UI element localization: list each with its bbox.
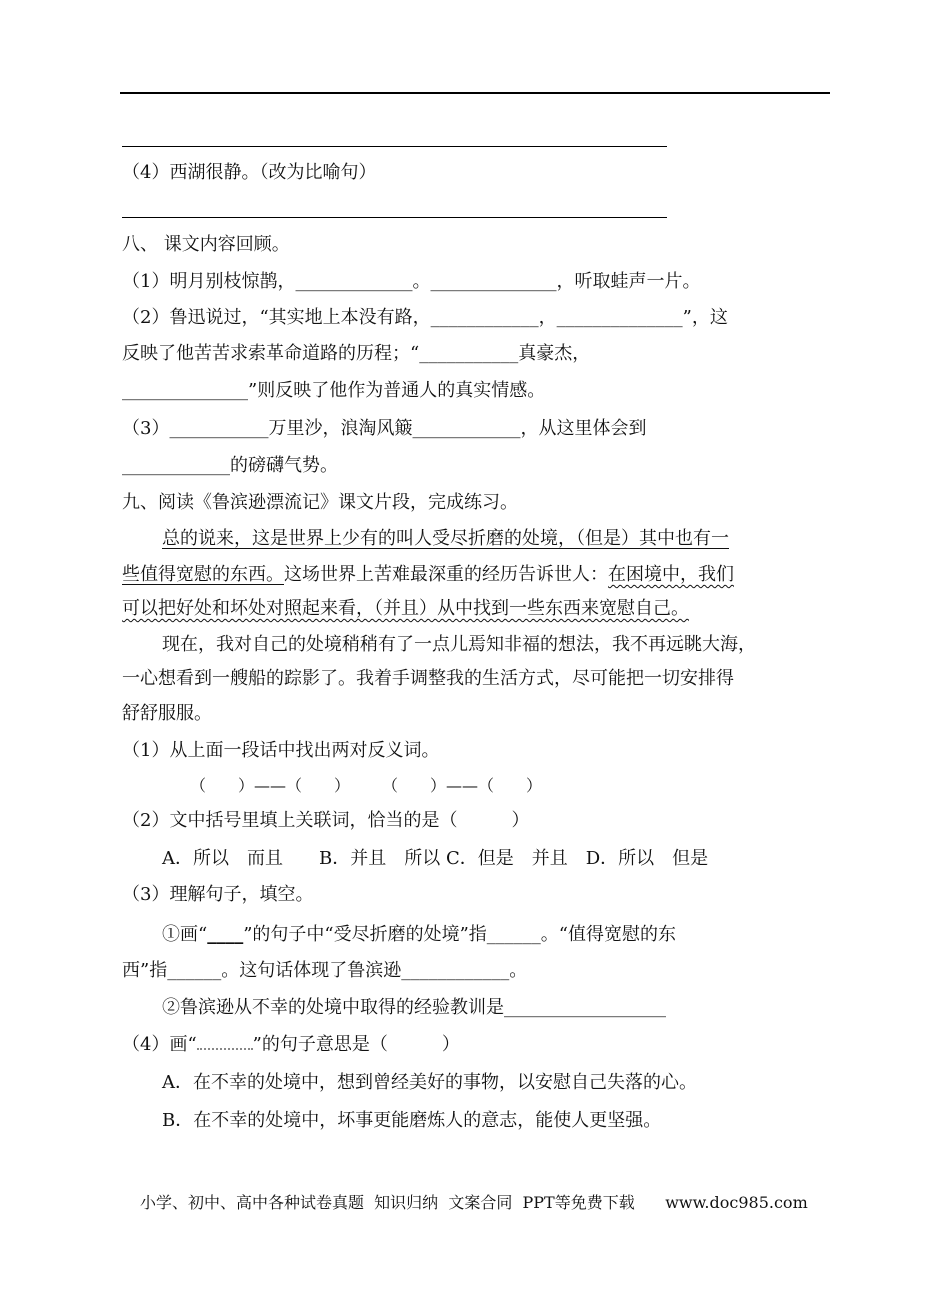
wavy-sentence-part-1: 在困境中，我们 bbox=[608, 564, 734, 585]
question-4-option-b: B．在不幸的处境中，坏事更能磨炼人的意志，能使人更坚强。 bbox=[162, 1110, 662, 1131]
q4-suffix: ”的句子意思是（ ） bbox=[252, 1034, 460, 1055]
section-8-title: 八、 课文内容回顾。 bbox=[122, 234, 290, 255]
passage-line-3 bbox=[122, 598, 689, 620]
section-8-q1: （1）明月别枝惊鹊，_____________。______________，听取蛙声一片。 bbox=[122, 271, 701, 292]
question-4-option-a: A．在不幸的处境中，想到曾经美好的事物，以安慰自己失落的心。 bbox=[162, 1072, 697, 1093]
question-4 bbox=[122, 1034, 460, 1056]
q3-1-suffix: ”的句子中“受尽折磨的处境”指______。“值得宽慰的东 bbox=[243, 924, 677, 945]
section-8-q3-line2: ____________的磅礴气势。 bbox=[122, 455, 338, 476]
underlined-sentence-part-2: 些值得宽慰的东西。 bbox=[122, 564, 284, 585]
question-3-1-line-1 bbox=[162, 924, 676, 946]
question-3: （3）理解句子，填空。 bbox=[122, 884, 314, 905]
passage-p2-line-3: 舒舒服服。 bbox=[122, 703, 212, 724]
question-1-blanks: （ ）——（ ） （ ）——（ ） bbox=[190, 776, 543, 795]
underlined-sentence-part-1: 总的说来，这是世界上少有的叫人受尽折磨的处境，（但是）其中也有一 bbox=[162, 528, 729, 549]
answer-line-2 bbox=[122, 217, 667, 218]
section-8-q2-line2: 反映了他苦苦求索革命道路的历程；“___________真豪杰， bbox=[122, 343, 591, 364]
question-1: （1）从上面一段话中找出两对反义词。 bbox=[122, 740, 440, 761]
answer-line-1 bbox=[122, 146, 667, 147]
question-3-2: ②鲁滨逊从不幸的处境中取得的经验教训是__________________ bbox=[162, 997, 666, 1018]
question-west-lake: （4）西湖很静。（改为比喻句） bbox=[122, 162, 377, 183]
section-9-title: 九、阅读《鲁滨逊漂流记》课文片段，完成练习。 bbox=[122, 492, 518, 513]
section-8-q2-line3: ______________”则反映了他作为普通人的真实情感。 bbox=[122, 380, 546, 401]
q3-1-prefix: ①画“ bbox=[162, 924, 208, 945]
passage-plain-text: 这场世界上苦难最深重的经历告诉世人： bbox=[284, 564, 608, 585]
solid-line-mark: ____ bbox=[207, 924, 244, 945]
question-3-1-line-2: 西”指______。这句话体现了鲁滨逊____________。 bbox=[122, 960, 528, 981]
passage-line-2 bbox=[122, 564, 734, 586]
header-rule bbox=[120, 92, 830, 94]
section-8-q2-line1: （2）鲁迅说过，“其实地上本没有路，____________，______________”，这 bbox=[122, 307, 728, 328]
passage-line-1 bbox=[162, 528, 729, 550]
question-2-options: A．所以 而且 B．并且 所以 C．但是 并且 D．所以 但是 bbox=[162, 848, 709, 869]
passage-p2-line-1: 现在，我对自己的处境稍稍有了一点儿焉知非福的想法，我不再远眺大海， bbox=[162, 634, 756, 655]
wavy-line-mark bbox=[197, 1040, 253, 1050]
section-8-q3-line1: （3）___________万里沙，浪淘风簸____________，从这里体会到 bbox=[122, 418, 647, 439]
q4-prefix: （4）画“ bbox=[122, 1034, 197, 1055]
passage-p2-line-2: 一心想看到一艘船的踪影了。我着手调整我的生活方式，尽可能把一切安排得 bbox=[122, 668, 734, 689]
question-2: （2）文中括号里填上关联词，恰当的是（ ） bbox=[122, 810, 530, 831]
wavy-sentence-part-2: 可以把好处和坏处对照起来看，（并且）从中找到一些东西来宽慰自己。 bbox=[122, 598, 689, 619]
page-footer: 小学、初中、高中各种试卷真题 知识归纳 文案合同 PPT等免费下载 www.doc985.com bbox=[140, 1193, 808, 1212]
